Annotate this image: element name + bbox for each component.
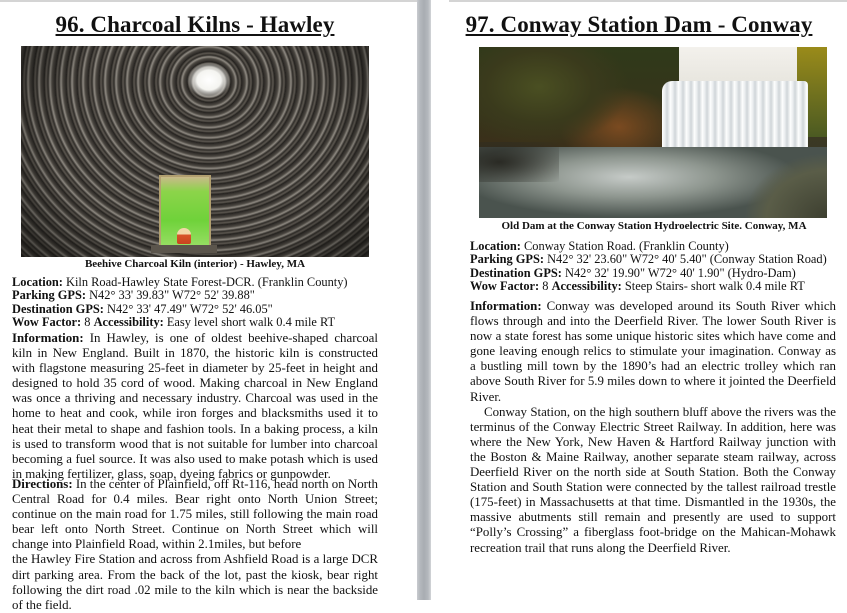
sky [679,47,804,82]
wow-accessibility-row [470,280,827,293]
page-title: 97. Conway Station Dam - Conway [465,12,813,37]
wow-factor-value: 8 [539,278,552,293]
information-paragraph-2: Conway Station, on the high southern bluff above the rivers was the terminus of the Conway Electric Street Railway. In addition, here was where the New York, New Haven & Hartford Railway junction with the Boston & Maine Railway, another separate steam railway, across Deerfield River on the north side at South Station. Both the Conway Station and South Station were connected by the tallest railroad trestle (175-feet) in Massachusetts at that time. Dismantled in the 1930s, the massive abutments still remain and presently are used to support “Polly’s Crossing” a fiberglass foot-bridge on the Mahican-Mohawk recreation trail that runs along the Deerfield River. [470,404,836,555]
kiln-interior-photo [21,46,369,257]
person-in-doorway [177,228,191,244]
directions-section [12,477,378,613]
page-title: 96. Charcoal Kilns - Hawley [55,12,335,37]
destination-gps-label: Destination GPS: [12,301,104,316]
parking-gps-label: Parking GPS: [12,288,87,303]
page-top-border [0,0,417,2]
rocks-right [717,132,827,218]
information-text: Conway was developed around its South River which flows through and into the Deerfield River. The lower South River is now a state forest has some unique historic sites which have come and gone leaving enough relics to stimulate your imagination. Conway as a bustling mill town by the 1890’s had an electric trolley which ran above South River for 5.9 miles down to where it jointed the Deerfield River. [470,299,836,404]
wow-factor-label: Wow Factor: [12,314,82,329]
photo-caption: Beehive Charcoal Kiln (interior) - Hawley, MA [84,258,306,270]
destination-gps-row [12,303,348,316]
accessibility-label: Accessibility: [93,314,164,329]
kiln-door-sill [151,245,217,253]
parking-gps-row [470,253,827,266]
information-label: Information: [470,299,542,313]
wow-accessibility-row [12,316,348,329]
forest-background [479,47,679,152]
location-label: Location: [12,275,63,289]
destination-gps-value: N42° 32' 19.90" W72° 40' 1.90" (Hydro-Dam) [561,265,796,280]
location-value: Kiln Road-Hawley State Forest-DCR. (Franklin County) [62,275,348,289]
accessibility-value: Steep Stairs- short walk 0.4 mile RT [621,278,805,293]
destination-gps-label: Destination GPS: [470,265,562,280]
information-label: Information: [12,331,84,345]
information-section [12,331,378,482]
directions-paragraph-2: the Hawley Fire Station and across from Ashfield Road is a large DCR dirt parking area. From the back of the lot, past the kiosk, bear right following the dirt road .02 mile to the kiln which is near the backside of the field. [12,552,378,612]
site-meta [470,240,827,293]
information-paragraph [12,331,378,482]
parking-gps-value: N42° 33' 39.83" W72° 52' 39.88" [86,288,255,303]
directions-label: Directions: [12,477,73,491]
location-label: Location: [470,239,521,253]
parking-gps-value: N42° 32' 23.60" W72° 40' 5.40" (Conway Station Road) [544,252,827,267]
right-page [431,0,847,600]
rocks-left [479,142,559,182]
wow-factor-label: Wow Factor: [470,278,540,293]
destination-gps-value: N42° 33' 47.49" W72° 52' 46.05" [103,301,273,316]
location-row [12,276,348,289]
dam-waterfall-photo [479,47,827,218]
location-row [470,240,827,253]
left-page [0,0,417,612]
location-value: Conway Station Road. (Franklin County) [520,239,729,253]
parking-gps-row [12,289,348,302]
directions-paragraph [12,477,378,552]
wow-factor-value: 8 [81,314,94,329]
page-top-border [449,0,847,2]
page-gutter [417,0,431,600]
photo-caption: Old Dam at the Conway Station Hydroelectric Site. Conway, MA [501,220,807,232]
information-paragraph [470,299,836,405]
directions-text: In the center of Plainfield, off Rt-116, head north on North Central Road for 0.4 miles. Bear right onto North Union Street; continue on the main road for 1.75 miles, still following the main road bear left onto North Street. Continue on North Street which will change into Plainfield Road, within 2.1miles, but before [12,477,378,552]
accessibility-label: Accessibility: [551,278,622,293]
destination-gps-row [470,267,827,280]
parking-gps-label: Parking GPS: [470,252,545,267]
information-section [470,299,836,556]
accessibility-value: Easy level short walk 0.4 mile RT [163,314,336,329]
information-text: In Hawley, is one of oldest beehive-shaped charcoal kiln in New England. Built in 1870, the historic kiln is constructed with flagstone measuring 25-feet in diameter by 25-feet in height and designed to hold 35 cord of wood. Making charcoal in New England was once a thriving and necessary industry. Charcoal was used in the home to heat and cook, while iron forges and blacksmiths used it to heat their metal to shape and fashion tools. In a baking process, a kiln is used to transform wood that is not suitable for lumber into charcoal becoming a fuel source. It was also used to make potash which is used in making fertilizer, glass, soap, dyeing fabrics or gunpowder. [12,331,378,481]
site-meta [12,276,348,329]
